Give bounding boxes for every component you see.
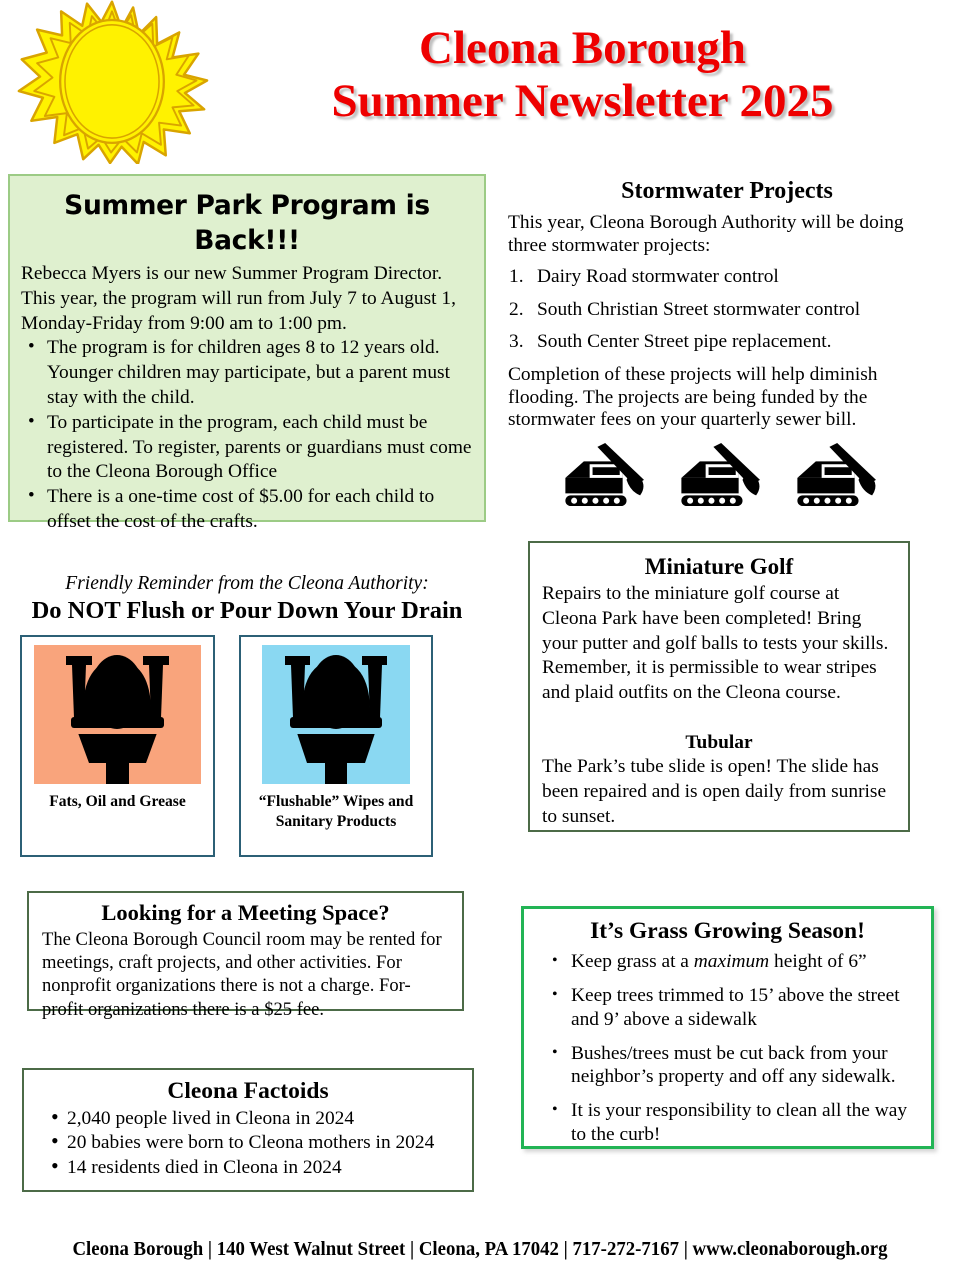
list-item: [508, 331, 946, 354]
list-number: 2.: [509, 298, 524, 320]
golf-body: Repairs to the miniature golf course at Cleona Park have been completed! Bring your putter and golf balls to tests your skills. Remember, it is permissible to wear stripes and plaid outfits on the Cleona course.: [542, 583, 889, 704]
page-title: [215, 22, 950, 128]
park-program-intro: Rebecca Myers is our new Summer Program Director. This year, the program will run from July 7 to August 1, Monday-Friday from 9:00 am to 1:00 pm.: [21, 263, 456, 334]
golf-title: Miniature Golf: [644, 554, 794, 579]
flush-reminder-heading: [8, 572, 486, 625]
excavator-icon: [794, 441, 892, 507]
newsletter-header: [0, 0, 960, 162]
meeting-title: Looking for a Meeting Space?: [101, 900, 390, 925]
list-text: South Christian Street stormwater control: [537, 298, 861, 320]
park-program-title: Summer Park Program is Back!!!: [64, 190, 430, 256]
list-item: • Keep trees trimmed to 15’ above the street and 9’ above a sidewalk: [534, 984, 921, 1031]
list-item: • 14 residents died in Cleona in 2024: [36, 1156, 460, 1180]
stormwater-projects-section: [508, 176, 946, 526]
meeting-space-box: [27, 891, 464, 1020]
stormwater-project-list: [508, 266, 946, 354]
list-number: 3.: [509, 331, 524, 353]
list-item: • It is your responsibility to clean all the way to the curb!: [534, 1099, 921, 1146]
grass-bullet-list: [534, 950, 921, 1146]
grass-title: It’s Grass Growing Season!: [590, 918, 865, 944]
list-item: [508, 299, 946, 322]
cleona-factoids-box: [22, 1068, 474, 1192]
list-item: • 2,040 people lived in Cleona in 2024: [36, 1107, 460, 1131]
miniature-golf-box: [528, 541, 910, 832]
list-item: [508, 266, 946, 289]
factoids-title: Cleona Factoids: [167, 1078, 329, 1104]
tubular-body: The Park’s tube slide is open! The slide has been repaired and is open daily from sunrise to sunset.: [542, 755, 887, 827]
reminder-title: Do NOT Flush or Pour Down Your Drain: [31, 597, 463, 624]
list-text: Dairy Road stormwater control: [537, 266, 779, 288]
title-line-1: Cleona Borough: [419, 22, 746, 74]
list-item: • The program is for children ages 8 to 12 years old. Younger children may participate, but a parent must stay with the child.: [21, 336, 473, 410]
stormwater-intro: This year, Cleona Borough Authority will be doing three stormwater projects:: [508, 212, 904, 256]
summer-park-program-box: [8, 174, 486, 532]
list-item: [534, 950, 921, 973]
excavator-icon-row: [508, 441, 946, 507]
list-text: South Center Street pipe replacement.: [537, 331, 832, 353]
excavator-icon: [678, 441, 776, 507]
park-program-bullet-list: [21, 336, 473, 534]
toilet-icon: [34, 645, 201, 784]
list-item: • There is a one-time cost of $5.00 for each child to offset the cost of the crafts.: [21, 485, 473, 535]
meeting-body: The Cleona Borough Council room may be rented for meetings, craft projects, and other activities. For nonprofit organizations there is not a charge. For-profit organizations there is a $25 fee.: [42, 929, 442, 1020]
title-line-2: Summer Newsletter 2025: [331, 75, 834, 127]
reminder-subtitle: Friendly Reminder from the Cleona Authority:: [65, 573, 429, 594]
list-item: • 20 babies were born to Cleona mothers in 2024: [36, 1131, 460, 1155]
stormwater-outro: Completion of these projects will help diminish flooding. The projects are being funded by the stormwater fees on your quarterly sewer bill.: [508, 363, 878, 431]
footer-contact-line: Cleona Borough | 140 West Walnut Street | Cleona, PA 17042 | 717-272-7167 | www.cleonaborough.org: [72, 1238, 888, 1260]
list-item: • Bushes/trees must be cut back from your neighbor’s property and off any sidewalk.: [534, 1042, 921, 1089]
sun-icon: [14, 0, 210, 164]
do-not-flush-card-flushable-wipes: [239, 635, 433, 857]
bullet-text-pre: Keep grass at a: [571, 951, 694, 972]
card-caption: “Flushable” Wipes and Sanitary Products: [258, 793, 414, 830]
card-caption: Fats, Oil and Grease: [49, 793, 186, 810]
bullet-text-post: height of 6”: [769, 951, 867, 972]
grass-growing-season-box: [521, 906, 934, 1149]
tubular-title: Tubular: [685, 731, 753, 753]
list-item: • To participate in the program, each child must be registered. To register, parents or guardians must come to the Cleona Borough Office: [21, 411, 473, 485]
excavator-icon: [562, 441, 660, 507]
factoids-list: [36, 1107, 460, 1180]
toilet-icon: [262, 645, 410, 784]
bullet-text-emphasis: maximum: [693, 951, 770, 972]
list-number: 1.: [509, 266, 524, 288]
do-not-flush-card-fats-oil-grease: [20, 635, 215, 857]
stormwater-title: Stormwater Projects: [621, 178, 833, 204]
